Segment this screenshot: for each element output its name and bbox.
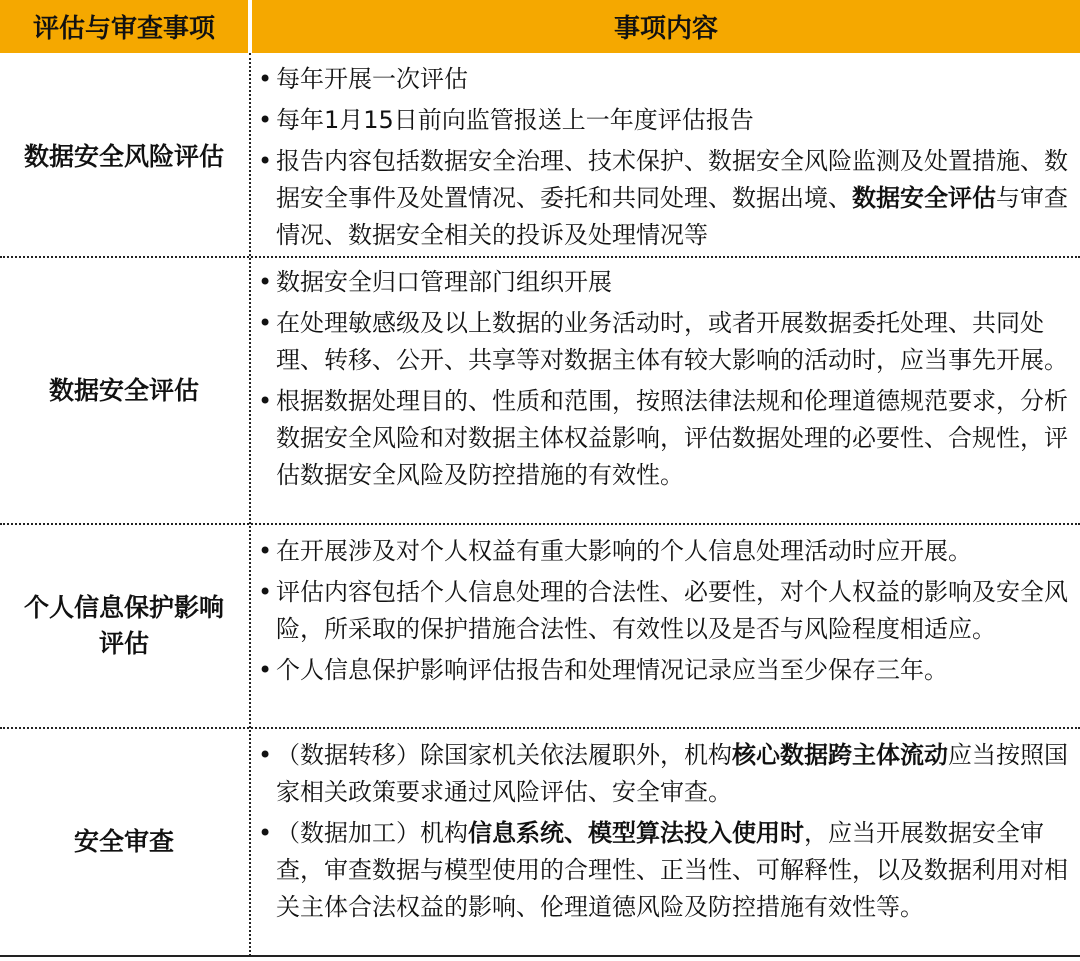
row-content-data-security-assessment (258, 264, 1070, 498)
row-label-pi-impact-assessment: 个人信息保护影响 评估 (23, 593, 224, 658)
bullet: • (258, 147, 273, 175)
bullet: • (258, 578, 273, 606)
column-divider (249, 53, 251, 956)
bullet: • (258, 268, 273, 296)
row-label-security-review: 安全审查 (73, 827, 174, 856)
bullet: • (258, 656, 273, 684)
list-item: • 报告内容包括数据安全治理、技术保护、数据安全风险监测及处置措施、数据安全事件及处置情况、委托和共同处理、数据出境、数据安全评估与审查情况、数据安全相关的投诉及处理情况等 (258, 143, 1070, 254)
bullet: • (258, 65, 273, 93)
row-label-data-security-assessment: 数据安全评估 (48, 375, 199, 405)
list-item: • 数据安全归口管理部门组织开展 (258, 264, 1070, 301)
row-content-risk-assessment (258, 61, 1070, 258)
bullet: • (258, 387, 273, 415)
row-label-risk-assessment: 数据安全风险评估 (23, 142, 224, 171)
list-item: • 在处理敏感级及以上数据的业务活动时，或者开展数据委托处理、共同处理、转移、公开、共享等对数据主体有较大影响的活动时，应当事先开展。 (258, 305, 1070, 379)
bullet: • (258, 309, 273, 337)
list-item: • 根据数据处理目的、性质和范围，按照法律法规和伦理道德规范要求，分析数据安全风险和对数据主体权益影响，评估数据处理的必要性、合规性，评估数据安全风险及防控措施的有效性。 (258, 383, 1070, 494)
row-content-pi-impact-assessment (258, 533, 1070, 693)
bullet: • (258, 106, 273, 134)
row-content-security-review (258, 737, 1070, 930)
list-item: • （数据加工）机构信息系统、模型算法投入使用时，应当开展数据安全审查，审查数据与模型使用的合理性、正当性、可解释性，以及数据利用对相关主体合法权益的影响、伦理道德风险及防控措施有效性等。 (258, 815, 1070, 926)
bullet: • (258, 537, 273, 565)
header-col-item: 评估与审查事项 (32, 14, 215, 44)
table-header (0, 0, 1080, 53)
list-item: • （数据转移）除国家机关依法履职外，机构核心数据跨主体流动应当按照国家相关政策要求通过风险评估、安全审查。 (258, 737, 1070, 811)
list-item: • 个人信息保护影响评估报告和处理情况记录应当至少保存三年。 (258, 652, 1070, 689)
list-item: • 在开展涉及对个人权益有重大影响的个人信息处理活动时应开展。 (258, 533, 1070, 570)
bullet: • (258, 819, 273, 847)
bullet: • (258, 741, 273, 769)
list-item: • 每年1月15日前向监管报送上一年度评估报告 (258, 102, 1070, 139)
list-item: • 评估内容包括个人信息处理的合法性、必要性，对个人权益的影响及安全风险，所采取的保护措施合法性、有效性以及是否与风险程度相适应。 (258, 574, 1070, 648)
header-col-content: 事项内容 (613, 14, 718, 44)
list-item: • 每年开展一次评估 (258, 61, 1070, 98)
table-bottom-border (0, 955, 1080, 957)
